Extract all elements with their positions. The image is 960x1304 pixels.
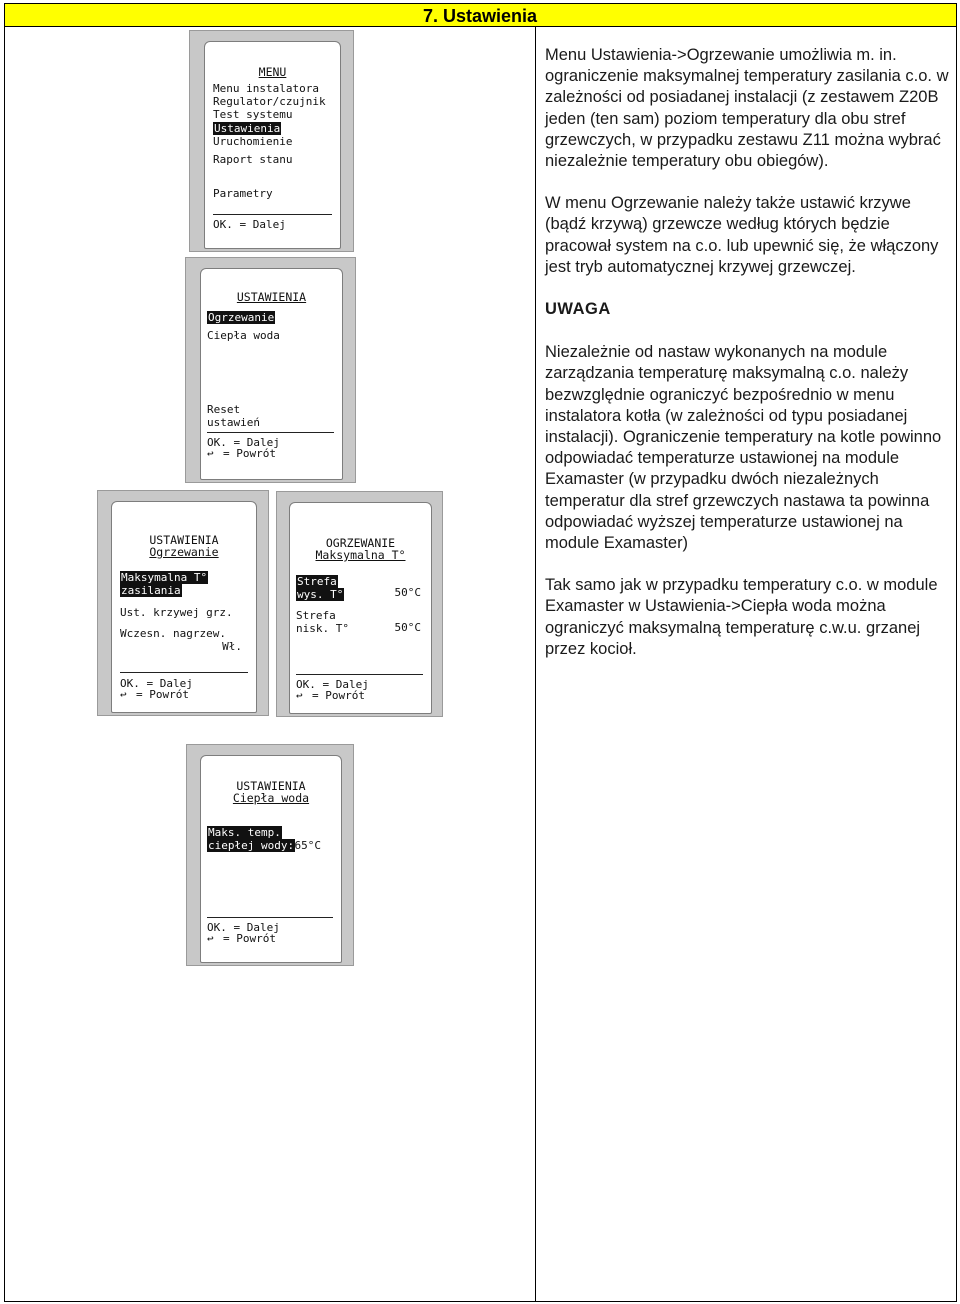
lcd-separator [296,674,423,675]
max-temp-label: Maks. temp. [208,826,281,839]
paragraph: Menu Ustawienia->Ogrzewanie umożliwia m. in. ograniczenie maksymalnej temperatury zasilania c.o. w zależności od posiadanej instalacji (z zestawem Z20B jeden (ten sam) poziom temperatury dla obu stref grzewczych, w przypadku zestawu Z11 można wybrać niezależnie temperatury obu obiegów). [545,46,949,171]
zone-low-label: nisk. T° [296,622,349,635]
lcd-separator [207,917,333,918]
lcd-subtitle: Ciepła woda [232,791,310,805]
lcd-menu [204,41,341,249]
menu-item: Parametry [213,187,273,200]
menu-item-selected: Ustawienia [214,122,281,135]
menu-item: Ciepła woda [207,329,280,342]
max-temp-value: 65°C [294,839,321,852]
section-title: 7. Ustawienia [423,6,538,26]
paragraph: Niezależnie od nastaw wykonanych na module zarządzania temperaturę maksymalną c.o. należy bezwzględnie ograniczyć bezpośrednio w menu instalatora kotła (w zależności od typu posiadanej instalacji). Ograniczenie temperatury na kotle powinno odpowiadać temperaturze ustawionej na module Examaster (w przypadku dwóch niezależnych temperatur dla stref grzewczych nastawa ta powinna odpowiadać wyższej temperaturze ustawionej na module Examaster) [545,343,942,553]
zone-high-value: 50°C [394,586,421,599]
menu-item: Wczesn. nagrzew. [120,627,226,640]
zone-high-label: wys. T° [297,588,344,601]
lcd-title: OGRZEWANIE [325,536,396,550]
lcd-title: USTAWIENIA [236,290,307,304]
reset-line1: Reset [207,403,241,416]
lcd-footer-ok: OK. = Dalej [120,677,193,690]
setting-value: Wł. [222,640,242,653]
lcd-cieplawoda [200,755,342,963]
paragraph: Tak samo jak w przypadku temperatury c.o. w module Examaster w Ustawienia->Ciepła woda można ograniczyć maksymalną temperaturę c.w.u. grzanej przez kocioł. [545,576,938,658]
lcd-footer-back: ↩ = Powrót [120,688,189,701]
back-arrow-icon: ↩ [207,932,214,945]
lcd-subtitle: Ogrzewanie [149,545,219,559]
lcd-title: USTAWIENIA [149,533,219,547]
lcd-maksymalna [289,502,432,714]
lcd-footer: OK. = Dalej [213,218,286,231]
device-screen-menu [189,30,354,252]
lcd-footer-back: ↩ = Powrót [207,932,276,945]
warning-heading: UWAGA [545,300,611,319]
lcd-ogrzewanie [111,501,257,713]
zone-low-value: 50°C [394,621,421,634]
column-divider [535,27,536,1302]
menu-item: Raport stanu [213,153,293,166]
reset-line2: ustawień [207,416,260,429]
menu-item: Ust. krzywej grz. [120,606,233,619]
lcd-title: MENU [258,65,287,79]
menu-item: Menu instalatora [213,82,319,95]
lcd-separator [213,214,332,215]
lcd-footer-ok: OK. = Dalej [207,921,280,934]
menu-item: Regulator/czujnik [213,95,326,108]
menu-item-selected: zasilania [121,584,181,597]
section-header [4,3,957,27]
back-arrow-icon: ↩ [120,688,127,701]
max-temp-label: ciepłej wody: [208,839,295,852]
menu-item: Uruchomienie [213,135,293,148]
device-screen-maksymalna [276,491,443,717]
paragraph: W menu Ogrzewanie należy także ustawić krzywe (bądź krzywą) grzewcze według których będzie pracował system na c.o. lub upewnić się, że włączony jest tryb automatycznej krzywej grzewczej. [545,194,939,276]
lcd-footer-ok: OK. = Dalej [296,678,369,691]
lcd-footer-back: ↩ = Powrót [207,447,276,460]
lcd-separator [207,432,334,433]
device-screen-ustawienia [185,257,356,483]
lcd-footer-ok: OK. = Dalej [207,436,280,449]
lcd-separator [120,672,248,673]
menu-item: Test systemu [213,108,293,121]
lcd-subtitle: Maksymalna T° [315,548,406,562]
lcd-ustawienia [200,268,343,480]
lcd-title: USTAWIENIA [236,779,306,793]
back-arrow-icon: ↩ [207,447,214,460]
zone-high-label: Strefa [297,575,337,588]
menu-item-selected: Maksymalna T° [121,571,208,584]
device-screen-cieplawoda [186,744,354,966]
menu-item-selected: Ogrzewanie [208,311,275,324]
back-arrow-icon: ↩ [296,689,303,702]
description-column [545,45,950,681]
device-screen-ogrzewanie [97,490,269,716]
zone-low-label: Strefa [296,609,336,622]
lcd-footer-back: ↩ = Powrót [296,689,365,702]
